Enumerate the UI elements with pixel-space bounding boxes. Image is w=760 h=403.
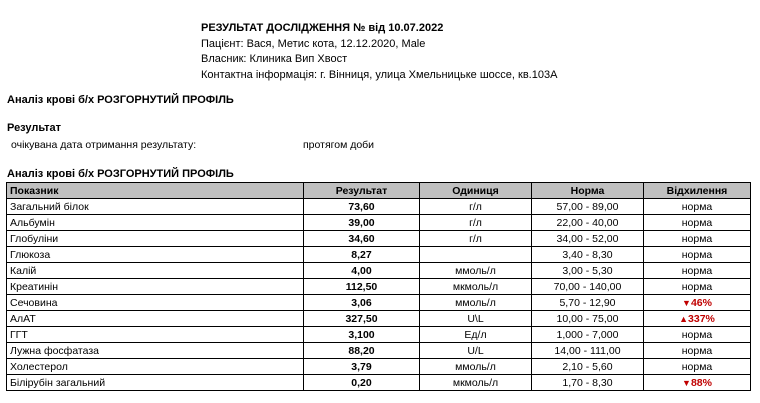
deviation-value: норма xyxy=(681,328,713,341)
deviation-cell xyxy=(644,247,751,263)
deviation-value: норма xyxy=(681,280,713,293)
norm-range: 57,00 - 89,00 xyxy=(532,199,644,215)
unit-value: г/л xyxy=(420,199,532,215)
col-header-result: Результат xyxy=(304,183,420,199)
result-value: 4,00 xyxy=(304,263,420,279)
result-value: 39,00 xyxy=(304,215,420,231)
result-value: 3,100 xyxy=(304,327,420,343)
table-row xyxy=(7,375,751,391)
indicator-name: Загальний білок xyxy=(7,199,304,215)
unit-value: ммоль/л xyxy=(420,295,532,311)
deviation-value: норма xyxy=(681,200,713,213)
norm-range: 3,40 - 8,30 xyxy=(532,247,644,263)
unit-value: ммоль/л xyxy=(420,263,532,279)
table-row xyxy=(7,247,751,263)
deviation-value: норма xyxy=(681,248,713,261)
col-header-indicator: Показник xyxy=(7,183,304,199)
result-value: 88,20 xyxy=(304,343,420,359)
report-header xyxy=(201,21,557,83)
norm-range: 70,00 - 140,00 xyxy=(532,279,644,295)
indicator-name: Холестерол xyxy=(7,359,304,375)
norm-range: 34,00 - 52,00 xyxy=(532,231,644,247)
norm-range: 1,70 - 8,30 xyxy=(532,375,644,391)
deviation-cell xyxy=(644,199,751,215)
triangle-down-icon: ▼ xyxy=(682,377,691,388)
unit-value: г/л xyxy=(420,215,532,231)
norm-range: 2,10 - 5,60 xyxy=(532,359,644,375)
unit-value xyxy=(420,247,532,263)
deviation-cell xyxy=(644,295,751,311)
report-title: РЕЗУЛЬТАТ ДОСЛІДЖЕННЯ № від 10.07.2022 xyxy=(201,22,444,34)
deviation-value: 46% xyxy=(690,296,712,309)
table-row xyxy=(7,359,751,375)
triangle-down-icon: ▼ xyxy=(682,297,691,308)
norm-range: 5,70 - 12,90 xyxy=(532,295,644,311)
norm-range: 14,00 - 111,00 xyxy=(532,343,644,359)
table-row xyxy=(7,199,751,215)
triangle-up-icon: ▲ xyxy=(679,313,689,324)
indicator-name: Глюкоза xyxy=(7,247,304,263)
result-section-title: Результат xyxy=(7,122,62,134)
deviation-cell xyxy=(644,359,751,375)
owner-info: Власник: Клиника Вип Хвост xyxy=(201,53,348,65)
indicator-name: Білірубін загальний xyxy=(7,375,304,391)
norm-range: 1,000 - 7,000 xyxy=(532,327,644,343)
norm-range: 10,00 - 75,00 xyxy=(532,311,644,327)
deviation-value: 337% xyxy=(688,312,715,325)
col-header-norm: Норма xyxy=(532,183,644,199)
result-value: 112,50 xyxy=(304,279,420,295)
indicator-name: Сечовина xyxy=(7,295,304,311)
deviation-value: 88% xyxy=(690,376,712,389)
unit-value: мкмоль/л xyxy=(420,279,532,295)
result-value: 3,06 xyxy=(304,295,420,311)
deviation-value: норма xyxy=(681,344,713,357)
table-row xyxy=(7,231,751,247)
deviation-value: норма xyxy=(681,360,713,373)
indicator-name: Глобуліни xyxy=(7,231,304,247)
table-row xyxy=(7,279,751,295)
deviation-cell xyxy=(644,215,751,231)
unit-value: Ед/л xyxy=(420,327,532,343)
expected-date-label: очікувана дата отримання результату: xyxy=(11,139,197,151)
indicator-name: Креатинін xyxy=(7,279,304,295)
indicator-name: АлАТ xyxy=(7,311,304,327)
unit-value: U\L xyxy=(420,311,532,327)
table-header-row xyxy=(7,183,751,199)
table-row xyxy=(7,343,751,359)
unit-value: ммоль/л xyxy=(420,359,532,375)
result-value: 8,27 xyxy=(304,247,420,263)
deviation-value: норма xyxy=(681,216,713,229)
deviation-cell xyxy=(644,375,751,391)
profile-title: Аналіз крові б/х РОЗГОРНУТИЙ ПРОФІЛЬ xyxy=(7,94,234,106)
table-row xyxy=(7,263,751,279)
deviation-cell xyxy=(644,311,751,327)
deviation-cell xyxy=(644,279,751,295)
norm-range: 22,00 - 40,00 xyxy=(532,215,644,231)
col-header-deviation: Відхилення xyxy=(644,183,751,199)
expected-date-value: протягом доби xyxy=(303,139,375,151)
indicator-name: Лужна фосфатаза xyxy=(7,343,304,359)
deviation-cell xyxy=(644,343,751,359)
unit-value: г/л xyxy=(420,231,532,247)
deviation-cell xyxy=(644,231,751,247)
unit-value: U/L xyxy=(420,343,532,359)
results-table xyxy=(6,182,751,391)
deviation-value: норма xyxy=(681,264,713,277)
col-header-unit: Одиниця xyxy=(420,183,532,199)
indicator-name: Альбумін xyxy=(7,215,304,231)
result-value: 73,60 xyxy=(304,199,420,215)
table-title: Аналіз крові б/х РОЗГОРНУТИЙ ПРОФІЛЬ xyxy=(7,168,234,180)
indicator-name: ГГТ xyxy=(7,327,304,343)
result-value: 327,50 xyxy=(304,311,420,327)
contact-info: Контактна інформація: г. Вінниця, улица Хмельницьке шоссе, кв.103А xyxy=(201,68,558,81)
table-row xyxy=(7,295,751,311)
indicator-name: Калій xyxy=(7,263,304,279)
norm-range: 3,00 - 5,30 xyxy=(532,263,644,279)
result-value: 3,79 xyxy=(304,359,420,375)
table-row xyxy=(7,215,751,231)
unit-value: мкмоль/л xyxy=(420,375,532,391)
deviation-cell xyxy=(644,263,751,279)
result-value: 34,60 xyxy=(304,231,420,247)
table-row xyxy=(7,311,751,327)
result-value: 0,20 xyxy=(304,375,420,391)
deviation-cell xyxy=(644,327,751,343)
table-row xyxy=(7,327,751,343)
deviation-value: норма xyxy=(681,232,713,245)
patient-info: Пацієнт: Вася, Метис кота, 12.12.2020, Male xyxy=(201,37,426,50)
